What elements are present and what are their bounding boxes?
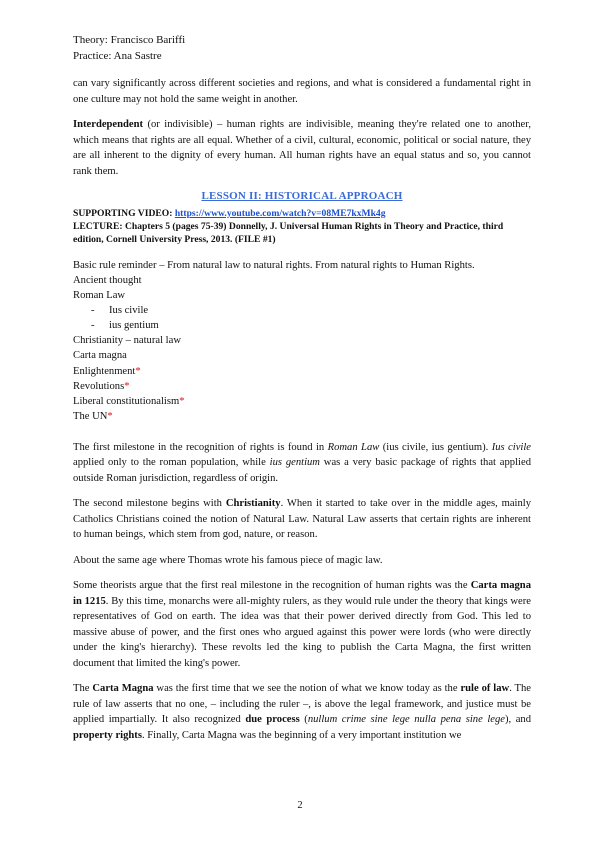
text-run: applied only to the roman population, while	[73, 457, 270, 469]
outline-un: The UN	[73, 410, 108, 422]
text-run: . Finally, Carta Magna was the beginning of a very important institution we	[141, 729, 462, 741]
due-process-term: due process	[245, 714, 300, 726]
milestone-roman-paragraph	[73, 440, 531, 487]
page-number: 2	[297, 800, 303, 811]
carta-magna-1215-term: Carta magna in 1215	[73, 580, 531, 607]
christianity-term: Christianity	[225, 498, 281, 510]
outline-ius-civile: Ius civile	[109, 305, 149, 317]
text-run: was a very basic package of rights that applied outside Roman jurisdiction, regardless of origin.	[73, 457, 531, 484]
carta-magna-paragraph	[73, 578, 531, 671]
rule-of-law-term: rule of law	[460, 683, 510, 695]
outline-ancient: Ancient thought	[73, 275, 142, 286]
outline-christianity: Christianity – natural law	[73, 335, 181, 347]
video-label: SUPPORTING VIDEO	[73, 207, 170, 219]
text-run: The first milestone in the recognition of rights is found in	[73, 441, 328, 453]
text-run: (	[299, 714, 308, 726]
outline-roman-law: Roman Law	[73, 290, 126, 302]
rule-of-law-paragraph	[73, 681, 531, 743]
text-run: was the first time that we see the notion of what we know today as the	[153, 683, 461, 695]
interdependent-paragraph	[73, 117, 531, 179]
outline-ius-gentium-item	[73, 318, 531, 333]
outline-revolutions-item	[73, 379, 531, 394]
outline-revolutions: Revolutions	[73, 380, 125, 392]
text-run: The second milestone begins with	[73, 498, 226, 510]
video-separator: :	[169, 207, 175, 219]
star-marker: *	[124, 380, 130, 392]
thomas-paragraph: About the same age where Thomas wrote his famous piece of magic law.	[73, 554, 383, 566]
text-run: The	[73, 683, 93, 695]
property-rights-term: property rights	[73, 729, 142, 741]
star-marker: *	[107, 410, 113, 422]
outline-ius-gentium: ius gentium	[109, 320, 159, 332]
historical-outline	[73, 273, 531, 424]
basic-rule-reminder: Basic rule reminder – From natural law to natural rights. From natural rights to Human Rights.	[73, 259, 475, 271]
outline-liberal: Liberal constitutionalism	[73, 395, 180, 407]
star-marker: *	[179, 395, 185, 407]
roman-law-term: Roman Law	[327, 441, 380, 453]
lesson-title: LESSON II: HISTORICAL APPROACH	[201, 190, 403, 202]
bullet-dash: -	[91, 320, 95, 332]
document-body	[73, 76, 531, 753]
text-run: . When it started to take over in the middle ages, mainly Catholics Christians coined the notion of Natural Law. Natural Law asserts that certain rights are inherent to human beings, which stem from god, nature, or reason.	[73, 498, 532, 541]
theory-line: Theory: Francisco Bariffi	[73, 34, 186, 46]
outline-carta-magna: Carta magna	[73, 350, 127, 362]
ius-civile-term: Ius civile	[491, 441, 531, 453]
bullet-dash: -	[91, 305, 95, 317]
star-marker: *	[135, 365, 141, 377]
interdependent-term: Interdependent	[73, 119, 144, 130]
page-header	[73, 32, 185, 64]
text-run: ), and	[504, 714, 532, 726]
milestone-christianity-paragraph	[73, 496, 531, 543]
outline-liberal-item	[73, 394, 531, 409]
intro-continuation: can vary significantly across different societies and regions, and what is considered a fundamental right in one culture may not hold the same weight in another.	[73, 78, 531, 105]
outline-ius-civile-item	[73, 303, 531, 318]
text-run: . By this time, monarchs were all-mighty rulers, as they would rule under the theory that kings were representatives of God on earth. The idea was that their power derived directly from God. This led to massive abuse of power, and the first ones who argued against this power were lords (who were directly under the king's hierarchy). These revolts led the king to publish the Carta Magna, the first written document that limited the king's power.	[73, 595, 531, 669]
ius-gentium-term: ius gentium	[269, 457, 320, 469]
outline-enlightenment: Enlightenment	[73, 365, 136, 377]
text-run: . The rule of law asserts that no one, – including the ruler –, is above the legal framework, and justice must be applied impartially. It also recognized	[73, 683, 532, 726]
practice-line: Practice: Ana Sastre	[73, 50, 162, 62]
video-link[interactable]: https://www.youtube.com/watch?v=08ME7kxMk4g	[174, 207, 386, 219]
lecture-line: LECTURE: Chapters 5 (pages 75-39) Donnelly, J. Universal Human Rights in Theory and Practice, third edition, Cornell University Press, 2013. (FILE #1)	[73, 220, 504, 245]
outline-enlightenment-item	[73, 364, 531, 379]
outline-un-item	[73, 409, 531, 424]
carta-magna-term: Carta Magna	[92, 683, 154, 695]
text-run: (ius civile, ius gentium).	[379, 441, 492, 453]
supporting-video-line	[73, 207, 531, 220]
latin-maxim: nullum crime sine lege nulla pena sine lege	[307, 714, 505, 726]
interdependent-text: (or indivisible) – human rights are indivisible, meaning they're related one to another, which means that rights are all equal. Whether of a civil, cultural, economic, political or social nature, they are all inherent to the dignity of every human. All human rights have an equal status and so, you cannot rank them.	[73, 119, 531, 177]
text-run: Some theorists argue that the first real milestone in the recognition of human rights was the	[73, 580, 471, 592]
